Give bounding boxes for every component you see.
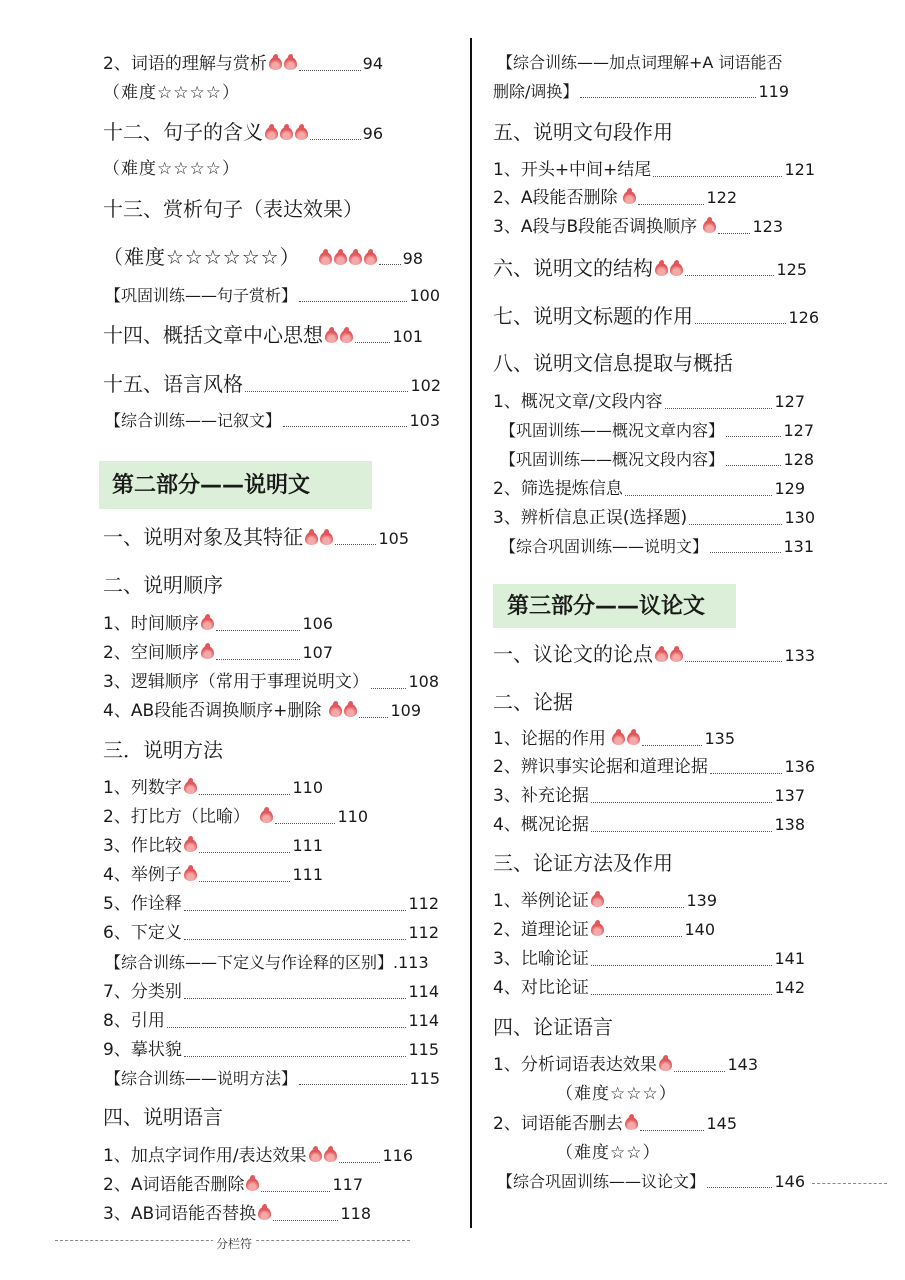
- flame-icon: [655, 263, 668, 276]
- leader-dots: [299, 69, 361, 71]
- toc-entry[interactable]: 2、空间顺序 107: [103, 643, 333, 663]
- flame-icon: [703, 220, 716, 233]
- toc-entry[interactable]: 1、概况文章/文段内容 127: [493, 392, 805, 412]
- toc-entry[interactable]: [103, 56, 383, 73]
- toc-entry[interactable]: 1、时间顺序 106: [103, 614, 333, 634]
- toc-heading[interactable]: 二、论据: [493, 690, 573, 714]
- leader-dots: [379, 263, 401, 265]
- column-divider: [470, 38, 472, 1228]
- toc-entry-text: 十四、概括文章中心思想: [103, 323, 323, 347]
- toc-entry[interactable]: 4、概况论据 138: [493, 815, 805, 835]
- toc-entry-text: 【巩固训练——句子赏析】: [105, 286, 298, 305]
- column-break-label: 分栏符: [213, 1235, 255, 1252]
- toc-entry[interactable]: 【巩固训练——概况文段内容】 128: [500, 450, 814, 469]
- flame-icon: [280, 127, 293, 140]
- flame-icon: [334, 252, 347, 265]
- toc-entry[interactable]: 3、AB词语能否替换 118: [103, 1204, 371, 1224]
- flame-icon: [305, 532, 318, 545]
- toc-entry[interactable]: [105, 413, 440, 429]
- flame-icon: [627, 732, 640, 745]
- flame-icon: [320, 532, 333, 545]
- toc-entry[interactable]: 【综合训练——下定义与作诠释的区别】 .113: [105, 953, 429, 972]
- toc-entry[interactable]: 1、论据的作用 135: [493, 729, 735, 749]
- flame-icon: [324, 1149, 337, 1162]
- toc-heading[interactable]: 五、说明文句段作用: [493, 120, 673, 144]
- flame-icon: [184, 839, 197, 852]
- flame-icon: [670, 263, 683, 276]
- toc-entry[interactable]: 2、打比方（比喻） 110: [103, 807, 368, 827]
- leader-dots: [310, 138, 361, 140]
- flame-icon: [184, 868, 197, 881]
- toc-entry[interactable]: 【综合巩固训练——说明文】 131: [500, 537, 814, 556]
- page-number: 102: [410, 376, 441, 395]
- flame-icon: [284, 57, 297, 70]
- part-title[interactable]: 第二部分——说明文: [112, 473, 311, 498]
- toc-entry[interactable]: 2、A段能否删除 122: [493, 188, 737, 208]
- leader-dots: [335, 543, 376, 545]
- toc-entry[interactable]: 1、开头+中间+结尾 121: [493, 160, 815, 180]
- toc-heading[interactable]: 三．说明方法: [103, 738, 223, 762]
- toc-entry[interactable]: 2、筛选提炼信息 129: [493, 479, 805, 499]
- flame-icon: [591, 923, 604, 936]
- toc-entry-text[interactable]: 【综合训练——加点词理解+A 词语能否: [497, 53, 783, 72]
- difficulty-label: （难度☆☆）: [556, 1143, 661, 1163]
- toc-entry[interactable]: 7、分类别 114: [103, 982, 439, 1002]
- toc-entry[interactable]: 【综合训练——说明方法】 115: [105, 1069, 440, 1088]
- flame-icon: [309, 1149, 322, 1162]
- flame-icon: [670, 649, 683, 662]
- toc-entry-text: （难度☆☆☆☆☆☆）: [103, 245, 301, 269]
- toc-entry[interactable]: 6、下定义 112: [103, 923, 439, 943]
- page-number: 98: [402, 249, 423, 268]
- page-number: 94: [362, 54, 383, 73]
- flame-icon: [655, 649, 668, 662]
- part-title[interactable]: 第三部分——议论文: [507, 594, 706, 619]
- toc-entry[interactable]: [103, 374, 441, 394]
- toc-entry[interactable]: 3、比喻论证 141: [493, 949, 805, 969]
- flame-icon: [340, 330, 353, 343]
- page-number: 103: [409, 411, 440, 430]
- toc-entry[interactable]: 9、摹状貌 115: [103, 1040, 439, 1060]
- toc-heading[interactable]: 十三、赏析句子（表达效果）: [103, 197, 363, 221]
- toc-entry[interactable]: 2、词语能否删去 145: [493, 1114, 737, 1134]
- difficulty-label: （难度☆☆☆☆）: [103, 159, 240, 179]
- leader-dots: [283, 425, 407, 427]
- toc-entry[interactable]: 六、说明文的结构 125: [493, 256, 807, 280]
- toc-entry[interactable]: 3、作比较 111: [103, 836, 323, 856]
- flame-icon: [329, 704, 342, 717]
- toc-heading[interactable]: 二、说明顺序: [103, 573, 223, 597]
- toc-entry[interactable]: 4、举例子 111: [103, 865, 323, 885]
- toc-entry[interactable]: 七、说明文标题的作用 126: [493, 304, 819, 328]
- leader-dots: [245, 390, 408, 392]
- toc-entry[interactable]: [105, 288, 440, 304]
- toc-entry[interactable]: 2、道理论证 140: [493, 920, 715, 940]
- flame-icon: [295, 127, 308, 140]
- toc-entry[interactable]: 4、对比论证 142: [493, 978, 805, 998]
- flame-icon: [258, 1207, 271, 1220]
- toc-entry[interactable]: 1、分析词语表达效果 143: [493, 1055, 758, 1075]
- flame-icon: [623, 191, 636, 204]
- toc-entry[interactable]: [103, 122, 383, 142]
- toc-entry-text: 【综合训练——记叙文】: [105, 411, 282, 430]
- toc-entry[interactable]: 3、逻辑顺序（常用于事理说明文） 108: [103, 672, 439, 692]
- column-break-line: [812, 1183, 887, 1184]
- page-number: 101: [392, 327, 423, 346]
- flame-icon: [201, 617, 214, 630]
- toc-entry[interactable]: 【综合巩固训练——议论文】 146: [497, 1172, 805, 1191]
- difficulty-label: （难度☆☆☆）: [556, 1084, 677, 1104]
- toc-entry[interactable]: [103, 325, 423, 345]
- toc-heading[interactable]: 三、论证方法及作用: [493, 851, 673, 875]
- flame-icon: [319, 252, 332, 265]
- toc-entry[interactable]: 【巩固训练——概况文章内容】 127: [500, 421, 814, 440]
- toc-entry[interactable]: 8、引用 114: [103, 1011, 439, 1031]
- toc-entry-text: 2、词语的理解与赏析: [103, 54, 267, 74]
- toc-entry[interactable]: 一、议论文的论点 133: [493, 642, 815, 666]
- flame-icon: [591, 894, 604, 907]
- flame-icon: [349, 252, 362, 265]
- toc-entry[interactable]: 5、作诠释 112: [103, 894, 439, 914]
- flame-icon: [364, 252, 377, 265]
- toc-entry[interactable]: 4、AB段能否调换顺序+删除 109: [103, 701, 421, 721]
- flame-icon: [325, 330, 338, 343]
- flame-icon: [625, 1117, 638, 1130]
- toc-entry[interactable]: 2、辨识事实论据和道理论据 136: [493, 757, 815, 777]
- leader-dots: [299, 300, 407, 302]
- toc-entry[interactable]: 1、列数字 110: [103, 778, 323, 798]
- page-number: 105: [378, 529, 409, 548]
- flame-icon: [184, 781, 197, 794]
- toc-entry[interactable]: 3、A段与B段能否调换顺序 123: [493, 217, 783, 237]
- flame-icon: [612, 732, 625, 745]
- flame-icon: [246, 1178, 259, 1191]
- toc-entry-text: 一、说明对象及其特征: [103, 525, 303, 549]
- page-number: 100: [409, 286, 440, 305]
- page-number: 96: [362, 124, 383, 143]
- difficulty-label: （难度☆☆☆☆）: [103, 83, 240, 103]
- toc-entry[interactable]: 删除/调换】 119: [493, 82, 789, 101]
- toc-heading[interactable]: 四、说明语言: [103, 1105, 223, 1129]
- toc-heading[interactable]: 四、论证语言: [493, 1015, 613, 1039]
- toc-entry[interactable]: [103, 247, 423, 267]
- flame-icon: [269, 57, 282, 70]
- toc-heading[interactable]: 八、说明文信息提取与概括: [493, 351, 733, 375]
- flame-icon: [659, 1058, 672, 1071]
- flame-icon: [260, 810, 273, 823]
- toc-entry-text: 十五、语言风格: [103, 372, 243, 396]
- flame-icon: [265, 127, 278, 140]
- flame-icon: [344, 704, 357, 717]
- flame-icon: [201, 646, 214, 659]
- toc-entry[interactable]: 2、A词语能否删除 117: [103, 1175, 363, 1195]
- toc-entry[interactable]: 1、举例论证 139: [493, 891, 717, 911]
- toc-entry[interactable]: 3、辨析信息正误(选择题) 130: [493, 508, 815, 528]
- leader-dots: [355, 341, 390, 343]
- toc-entry[interactable]: [103, 527, 409, 547]
- toc-entry[interactable]: 1、加点字词作用/表达效果 116: [103, 1146, 413, 1166]
- toc-entry[interactable]: 3、补充论据 137: [493, 786, 805, 806]
- toc-entry-text: 十二、句子的含义: [103, 120, 263, 144]
